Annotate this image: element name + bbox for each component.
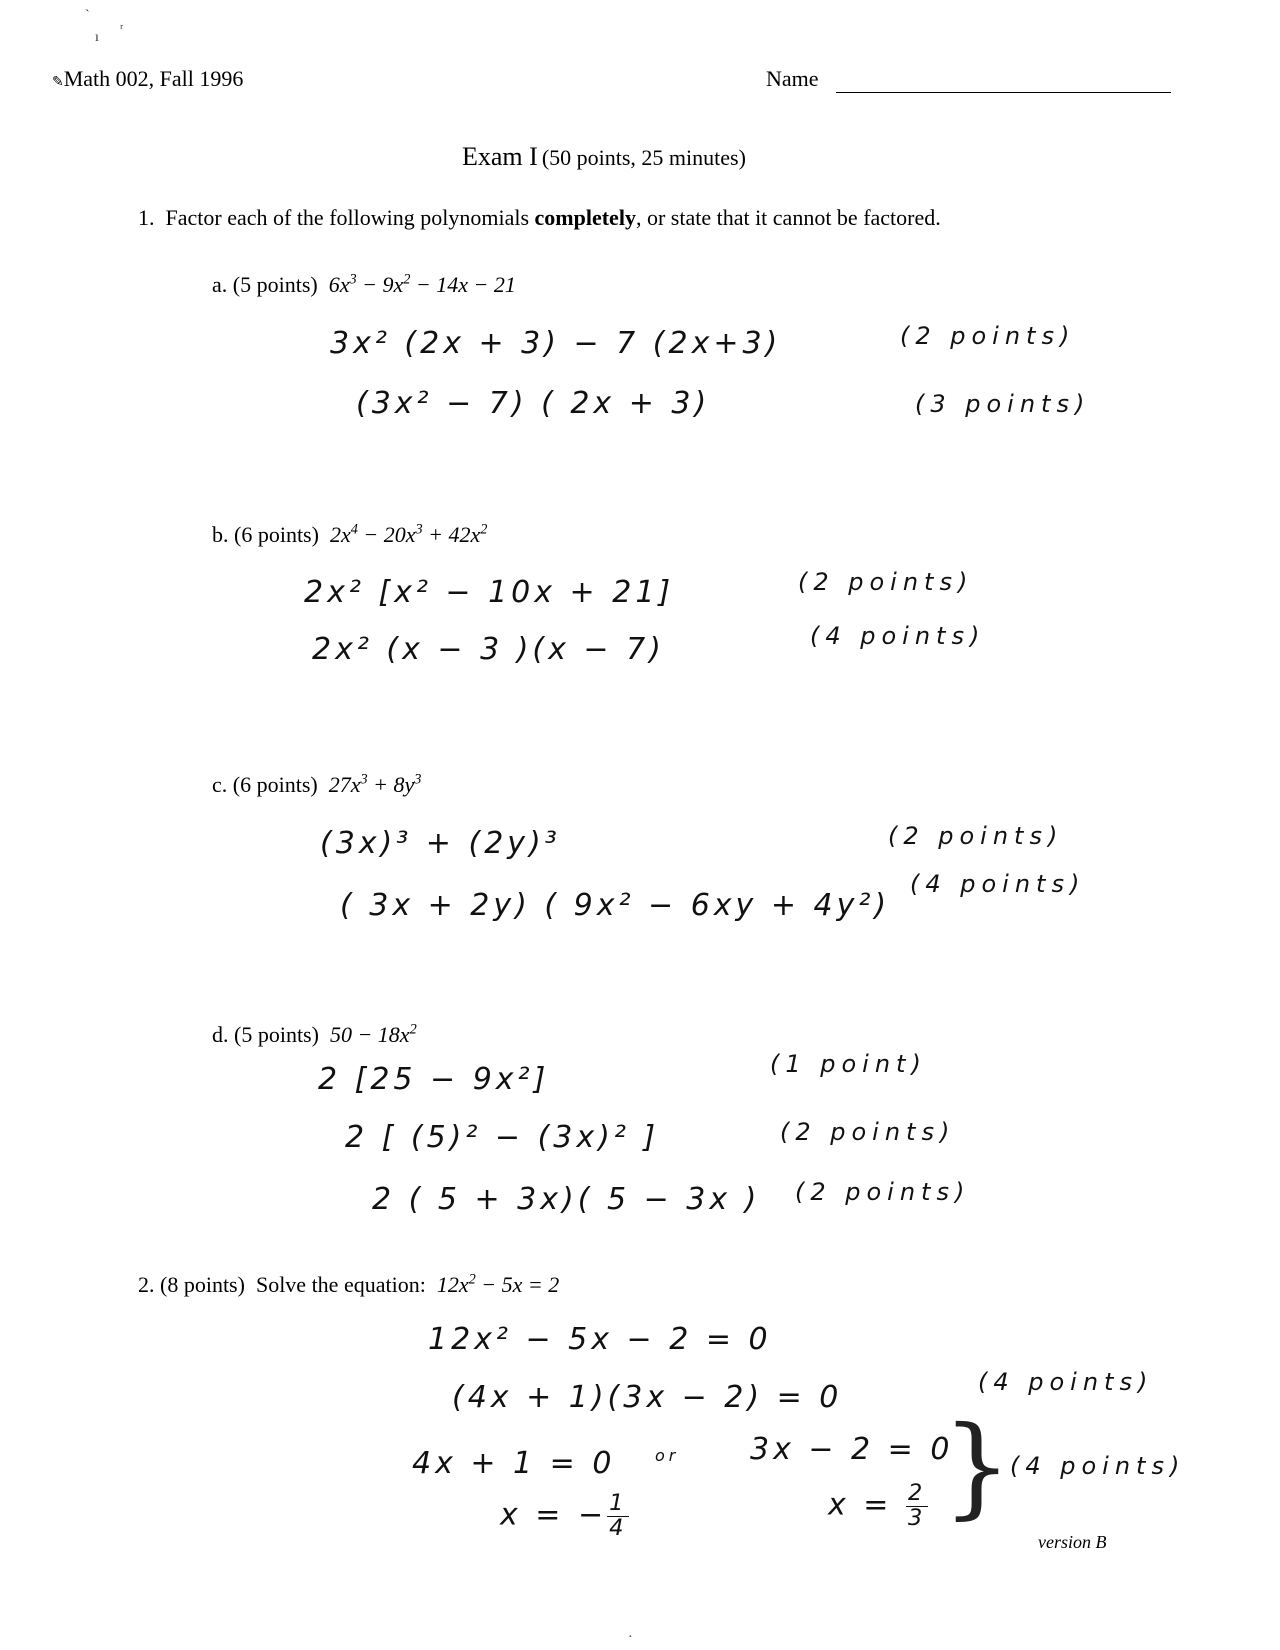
q2-work-6 <box>828 1482 928 1530</box>
q2-or: or <box>655 1446 680 1465</box>
course-header <box>52 66 243 92</box>
q1a-polynomial: $6x^3 - 9x^2 - 14x - 21$ <box>328 271 516 297</box>
q1-number: 1. <box>138 205 155 230</box>
q1b-work-2: 2x² (x − 3 )(x − 7) <box>312 632 665 667</box>
q1d-label: d. <box>212 1022 229 1047</box>
version-label: version B <box>1038 1532 1107 1552</box>
q2-work-2: (4x + 1)(3x − 2) = 0 <box>452 1380 843 1415</box>
q1a-work-2: (3x² − 7) ( 2x + 3) <box>356 386 711 421</box>
q2-work-5: 3x − 2 = 0 <box>750 1432 954 1467</box>
q1d-work-1: 2 [25 − 9x²] <box>318 1062 550 1097</box>
scan-mark: ˋ <box>85 8 90 23</box>
q1d-points-2: (2 points) <box>780 1118 956 1146</box>
q1b-label: b. <box>212 522 229 547</box>
q2-equation: $12x^2 - 5x = 2$ <box>436 1271 560 1297</box>
q1d-work-2: 2 [ (5)² − (3x)² ] <box>345 1120 660 1155</box>
q1d-prompt <box>212 1022 417 1048</box>
scan-mark: · <box>628 1630 633 1645</box>
q2-work-6-lhs: x = <box>828 1487 893 1523</box>
q1d-polynomial: $50 - 18x^2$ <box>329 1021 417 1047</box>
q1a-points-2: (3 points) <box>915 390 1091 418</box>
exam-title <box>462 142 746 172</box>
course-title: Math 002, Fall 1996 <box>63 66 244 91</box>
q1c-work-2: ( 3x + 2y) ( 9x² − 6xy + 4y²) <box>340 888 891 923</box>
q1d-points-3: (2 points) <box>795 1178 971 1206</box>
q1-intro <box>138 205 941 231</box>
q2-number: 2. <box>138 1272 155 1297</box>
answer-brace: } <box>942 1402 1012 1530</box>
q2-fraction-1 <box>607 1492 629 1540</box>
q1d-points-1: (1 point) <box>770 1050 927 1078</box>
q1c-work-1: (3x)³ + (2y)³ <box>320 826 561 861</box>
q1-text: Factor each of the following polynomials <box>165 205 530 230</box>
q1c-prompt <box>212 772 421 798</box>
q1a-prompt <box>212 272 516 298</box>
q2-fraction-2-den: 3 <box>907 1504 927 1531</box>
q2-points-2: (4 points) <box>1010 1452 1186 1480</box>
q2-points: (8 points) <box>160 1272 245 1297</box>
q2-prompt <box>138 1272 559 1298</box>
q2-fraction-1-den: 4 <box>609 1514 628 1541</box>
q2-fraction-2-num: 2 <box>907 1480 927 1506</box>
q2-work-3: 4x + 1 = 0 <box>412 1446 616 1481</box>
q1b-prompt <box>212 522 487 548</box>
q1d-points: (5 points) <box>234 1022 319 1047</box>
q1a-points: (5 points) <box>232 272 318 297</box>
q1b-points-1: (2 points) <box>798 568 974 596</box>
q1c-label: c. <box>212 772 228 797</box>
exam-title-main: Exam I <box>462 142 538 171</box>
q1b-points-2: (4 points) <box>810 622 986 650</box>
scan-mark: ı <box>95 30 99 45</box>
scan-mark: ʳ <box>120 22 124 37</box>
name-field-line[interactable] <box>836 92 1171 93</box>
q1b-work-1: 2x² [x² − 10x + 21] <box>304 575 675 610</box>
q2-fraction-1-num: 1 <box>609 1490 628 1516</box>
name-label: Name <box>766 66 819 91</box>
q1c-points-2: (4 points) <box>910 870 1086 898</box>
q2-points-1: (4 points) <box>978 1368 1154 1396</box>
q2-text: Solve the equation: <box>255 1272 426 1297</box>
q1a-work-1: 3x² (2x + 3) − 7 (2x+3) <box>330 326 782 361</box>
q1c-points-1: (2 points) <box>888 822 1064 850</box>
q1-text-bold: completely <box>534 205 636 230</box>
q1d-work-3: 2 ( 5 + 3x)( 5 − 3x ) <box>372 1182 761 1217</box>
bullet-mark: ✎ <box>52 75 64 90</box>
exam-title-sub: (50 points, 25 minutes) <box>541 145 746 170</box>
q1c-points: (6 points) <box>232 772 318 797</box>
q1b-polynomial: $2x^4 - 20x^3 + 42x^2$ <box>329 521 488 547</box>
q1a-points-1: (2 points) <box>900 322 1076 350</box>
q1a-label: a. <box>212 272 228 297</box>
q1-text-rest: , or state that it cannot be factored. <box>635 205 941 230</box>
q1b-points: (6 points) <box>234 522 319 547</box>
q1c-polynomial: $27x^3 + 8y^3$ <box>328 771 422 797</box>
q2-work-4-lhs: x = − <box>500 1497 608 1533</box>
q2-fraction-2 <box>906 1482 928 1530</box>
q2-work-4 <box>500 1492 629 1540</box>
q2-work-1: 12x² − 5x − 2 = 0 <box>428 1322 772 1357</box>
